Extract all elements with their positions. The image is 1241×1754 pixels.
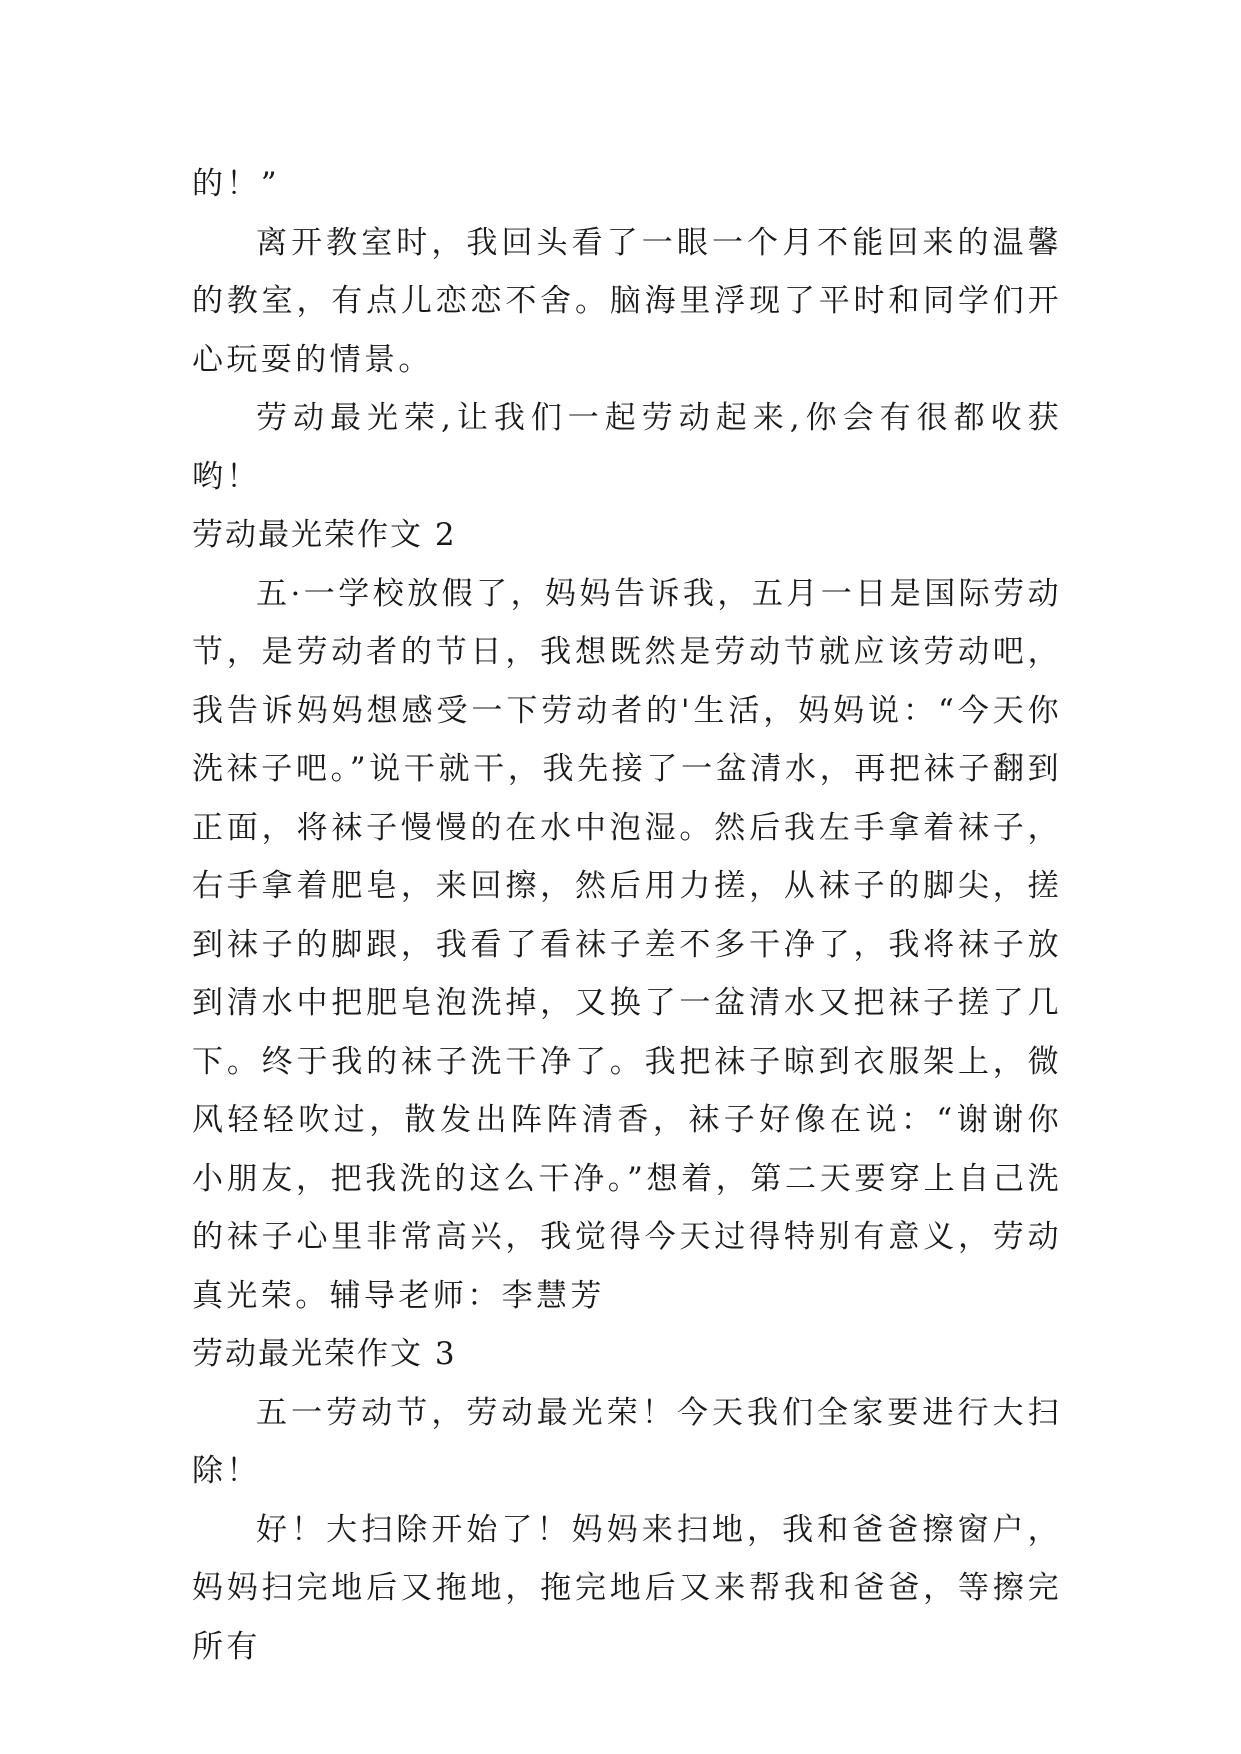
paragraph-continuation: 的！” xyxy=(192,166,281,202)
paragraph-leaving-classroom: 离开教室时，我回头看了一眼一个月不能回来的温馨的教室，有点儿恋恋不舍。脑海里浮现了平时和同学们开心玩耍的情景。 xyxy=(192,224,1062,378)
paragraph-cleaning-intro: 五一劳动节，劳动最光荣！今天我们全家要进行大扫除！ xyxy=(192,1394,1062,1489)
document-body xyxy=(192,155,1062,1676)
paragraph-washing-socks: 五·一学校放假了，妈妈告诉我，五月一日是国际劳动节，是劳动者的节日，我想既然是劳动节就应该劳动吧，我告诉妈妈想感受一下劳动者的'生活，妈妈说：“今天你洗袜子吧。”说干就干，我先接了一盆清水，再把袜子翻到正面，将袜子慢慢的在水中泡湿。然后我左手拿着袜子，右手拿着肥皂，来回擦，然后用力搓，从袜子的脚尖，搓到袜子的脚跟，我看了看袜子差不多干净了，我将袜子放到清水中把肥皂泡洗掉，又换了一盆清水又把袜子搓了几下。终于我的袜子洗干净了。我把袜子晾到衣服架上，微风轻轻吹过，散发出阵阵清香，袜子好像在说：“谢谢你小朋友，把我洗的这么干净。”想着，第二天要穿上自己洗的袜子心里非常高兴，我觉得今天过得特别有意义，劳动真光荣。辅导老师：李慧芳 xyxy=(192,575,1062,1314)
essay-heading-3: 劳动最光荣作文 3 xyxy=(192,1336,457,1372)
essay-heading-2: 劳动最光荣作文 2 xyxy=(192,517,457,553)
paragraph-labor-glorious: 劳动最光荣,让我们一起劳动起来,你会有很都收获哟！ xyxy=(192,400,1062,495)
paragraph-cleaning-begins: 好！大扫除开始了！妈妈来扫地，我和爸爸擦窗户，妈妈扫完地后又拖地，拖完地后又来帮我和爸爸，等擦完所有 xyxy=(192,1511,1062,1665)
